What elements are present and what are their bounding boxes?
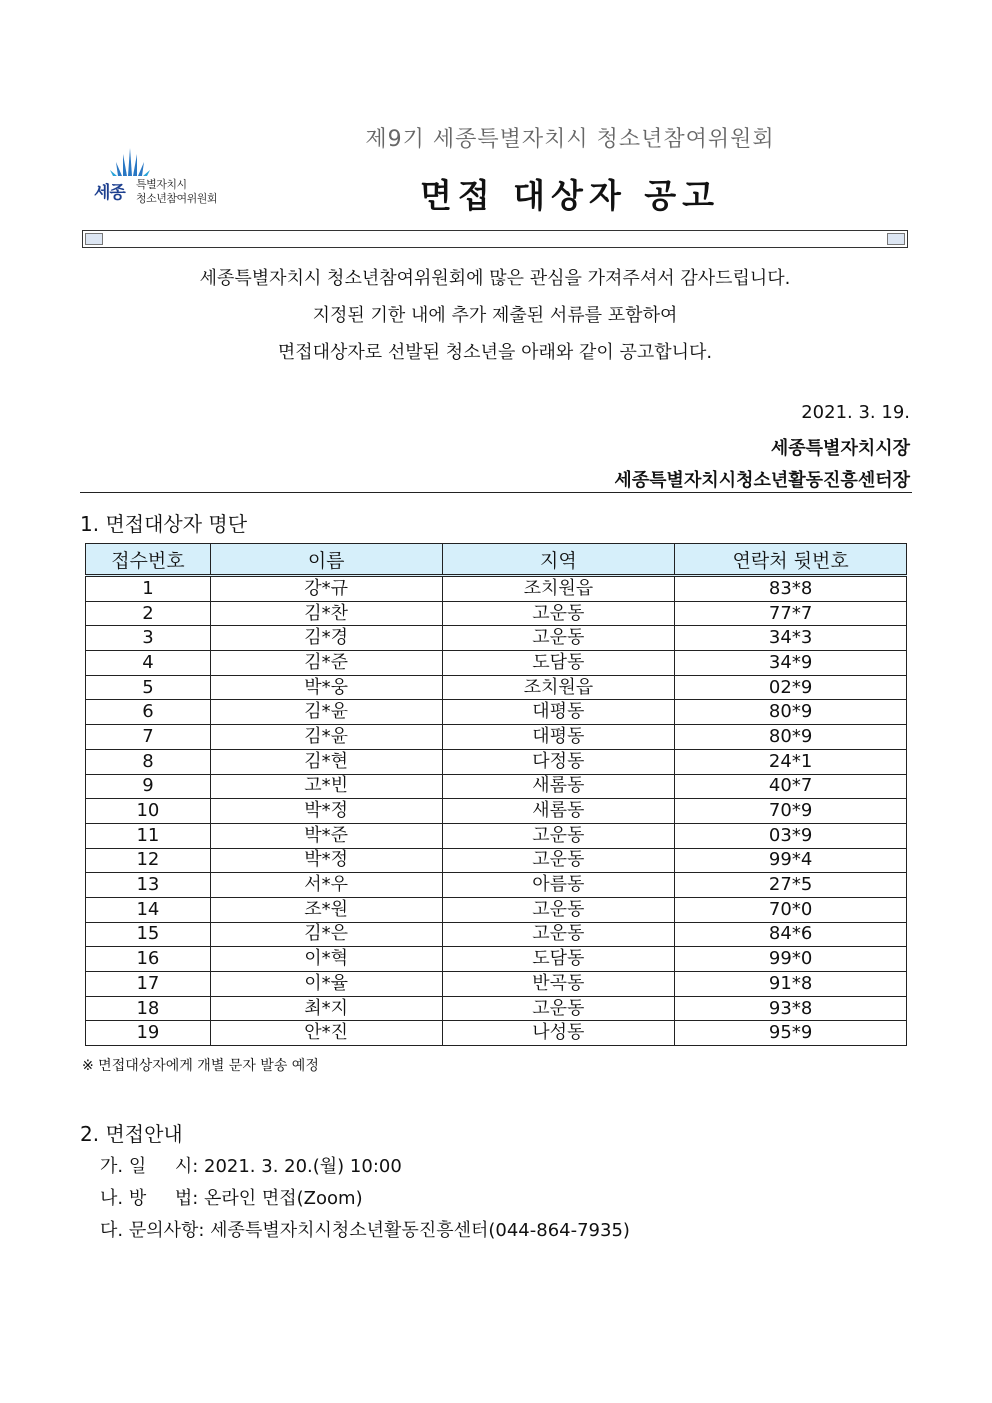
cell-phone: 03*9 bbox=[675, 823, 907, 848]
cell-phone: 40*7 bbox=[675, 774, 907, 799]
table-row bbox=[86, 996, 907, 1021]
cell-number: 9 bbox=[86, 774, 211, 799]
table-row bbox=[86, 873, 907, 898]
cell-region: 고운동 bbox=[442, 922, 675, 947]
table-note: ※ 면접대상자에게 개별 문자 발송 예정 bbox=[82, 1058, 319, 1074]
table-row bbox=[86, 799, 907, 824]
title-divider-bar bbox=[82, 230, 908, 248]
cell-name: 최*지 bbox=[210, 996, 442, 1021]
cell-number: 2 bbox=[86, 601, 211, 626]
cell-phone: 99*0 bbox=[675, 947, 907, 972]
divider-cap-left bbox=[85, 233, 103, 245]
cell-region: 고운동 bbox=[442, 626, 675, 651]
issuer-center: 세종특별자치시청소년활동진흥센터장 bbox=[614, 470, 910, 491]
table-row bbox=[86, 774, 907, 799]
cell-region: 고운동 bbox=[442, 601, 675, 626]
cell-phone: 95*9 bbox=[675, 1021, 907, 1046]
table-row bbox=[86, 749, 907, 774]
table-row bbox=[86, 700, 907, 725]
cell-name: 김*은 bbox=[210, 922, 442, 947]
cell-number: 17 bbox=[86, 972, 211, 997]
cell-name: 이*혁 bbox=[210, 947, 442, 972]
cell-name: 김*준 bbox=[210, 651, 442, 676]
page-title: 면접 대상자 공고 bbox=[419, 176, 721, 215]
table-row bbox=[86, 675, 907, 700]
table-row bbox=[86, 823, 907, 848]
cell-phone: 27*5 bbox=[675, 873, 907, 898]
cell-phone: 83*8 bbox=[675, 576, 907, 602]
cell-name: 박*웅 bbox=[210, 675, 442, 700]
cell-phone: 80*9 bbox=[675, 725, 907, 750]
cell-name: 박*정 bbox=[210, 848, 442, 873]
cell-region: 새롬동 bbox=[442, 799, 675, 824]
cell-number: 5 bbox=[86, 675, 211, 700]
cell-name: 김*윤 bbox=[210, 725, 442, 750]
cell-phone: 24*1 bbox=[675, 749, 907, 774]
cell-number: 7 bbox=[86, 725, 211, 750]
cell-phone: 99*4 bbox=[675, 848, 907, 873]
cell-region: 도담동 bbox=[442, 947, 675, 972]
table-row bbox=[86, 601, 907, 626]
cell-name: 조*원 bbox=[210, 897, 442, 922]
cell-number: 14 bbox=[86, 897, 211, 922]
issue-date: 2021. 3. 19. bbox=[801, 402, 910, 423]
cell-name: 고*빈 bbox=[210, 774, 442, 799]
intro-line-3: 면접대상자로 선발된 청소년을 아래와 같이 공고합니다. bbox=[277, 342, 713, 363]
divider-cap-right bbox=[887, 233, 905, 245]
col-header-name: 이름 bbox=[210, 544, 442, 576]
cell-region: 고운동 bbox=[442, 897, 675, 922]
cell-number: 4 bbox=[86, 651, 211, 676]
cell-name: 김*윤 bbox=[210, 700, 442, 725]
cell-phone: 84*6 bbox=[675, 922, 907, 947]
cell-phone: 77*7 bbox=[675, 601, 907, 626]
cell-name: 김*경 bbox=[210, 626, 442, 651]
cell-region: 새롬동 bbox=[442, 774, 675, 799]
logo-sub-line1: 특별자치시 bbox=[136, 178, 187, 191]
table-row bbox=[86, 972, 907, 997]
cell-number: 6 bbox=[86, 700, 211, 725]
table-row bbox=[86, 848, 907, 873]
table-row bbox=[86, 1021, 907, 1046]
table-row bbox=[86, 725, 907, 750]
cell-number: 16 bbox=[86, 947, 211, 972]
table-body bbox=[86, 576, 907, 1046]
cell-name: 강*규 bbox=[210, 576, 442, 602]
section1-title: 1. 면접대상자 명단 bbox=[80, 512, 248, 536]
table-row bbox=[86, 947, 907, 972]
cell-number: 8 bbox=[86, 749, 211, 774]
table-row bbox=[86, 626, 907, 651]
cell-number: 3 bbox=[86, 626, 211, 651]
cell-phone: 93*8 bbox=[675, 996, 907, 1021]
cell-name: 김*찬 bbox=[210, 601, 442, 626]
intro-line-2: 지정된 기한 내에 추가 제출된 서류를 포함하여 bbox=[312, 305, 678, 326]
cell-number: 13 bbox=[86, 873, 211, 898]
cell-name: 안*진 bbox=[210, 1021, 442, 1046]
cell-name: 서*우 bbox=[210, 873, 442, 898]
cell-phone: 91*8 bbox=[675, 972, 907, 997]
cell-region: 아름동 bbox=[442, 873, 675, 898]
cell-phone: 34*9 bbox=[675, 651, 907, 676]
cell-region: 조치원읍 bbox=[442, 576, 675, 602]
table-row bbox=[86, 576, 907, 602]
cell-region: 도담동 bbox=[442, 651, 675, 676]
cell-number: 15 bbox=[86, 922, 211, 947]
cell-region: 고운동 bbox=[442, 823, 675, 848]
cell-phone: 70*0 bbox=[675, 897, 907, 922]
cell-region: 고운동 bbox=[442, 848, 675, 873]
cell-region: 대평동 bbox=[442, 700, 675, 725]
cell-phone: 70*9 bbox=[675, 799, 907, 824]
cell-region: 조치원읍 bbox=[442, 675, 675, 700]
table-header-row bbox=[86, 544, 907, 576]
cell-number: 1 bbox=[86, 576, 211, 602]
section-rule bbox=[80, 492, 912, 493]
cell-number: 18 bbox=[86, 996, 211, 1021]
org-title: 제9기 세종특별자치시 청소년참여위원회 bbox=[365, 127, 775, 152]
cell-phone: 80*9 bbox=[675, 700, 907, 725]
interview-datetime: 가. 일 시: 2021. 3. 20.(월) 10:00 bbox=[100, 1156, 402, 1177]
cell-region: 나성동 bbox=[442, 1021, 675, 1046]
table-row bbox=[86, 922, 907, 947]
col-header-number: 접수번호 bbox=[86, 544, 211, 576]
logo-sub-line2: 청소년참여위원회 bbox=[136, 192, 218, 205]
table-row bbox=[86, 897, 907, 922]
intro-line-1: 세종특별자치시 청소년참여위원회에 많은 관심을 가져주셔서 감사드립니다. bbox=[199, 268, 791, 289]
logo-subtitle bbox=[136, 178, 217, 206]
section2-title: 2. 면접안내 bbox=[80, 1122, 183, 1146]
col-header-phone: 연락처 뒷번호 bbox=[675, 544, 907, 576]
interview-method: 나. 방 법: 온라인 면접(Zoom) bbox=[100, 1188, 363, 1209]
logo-brand: 세종 bbox=[94, 183, 125, 203]
cell-number: 11 bbox=[86, 823, 211, 848]
cell-number: 12 bbox=[86, 848, 211, 873]
cell-phone: 34*3 bbox=[675, 626, 907, 651]
cell-number: 19 bbox=[86, 1021, 211, 1046]
candidate-table bbox=[85, 543, 907, 1046]
cell-region: 반곡동 bbox=[442, 972, 675, 997]
cell-name: 김*현 bbox=[210, 749, 442, 774]
cell-name: 이*율 bbox=[210, 972, 442, 997]
cell-region: 고운동 bbox=[442, 996, 675, 1021]
cell-phone: 02*9 bbox=[675, 675, 907, 700]
interview-contact: 다. 문의사항: 세종특별자치시청소년활동진흥센터(044-864-7935) bbox=[100, 1220, 630, 1241]
col-header-region: 지역 bbox=[442, 544, 675, 576]
cell-number: 10 bbox=[86, 799, 211, 824]
cell-name: 박*정 bbox=[210, 799, 442, 824]
cell-region: 다정동 bbox=[442, 749, 675, 774]
cell-name: 박*준 bbox=[210, 823, 442, 848]
table-row bbox=[86, 651, 907, 676]
issuer-mayor: 세종특별자치시장 bbox=[770, 438, 910, 459]
cell-region: 대평동 bbox=[442, 725, 675, 750]
